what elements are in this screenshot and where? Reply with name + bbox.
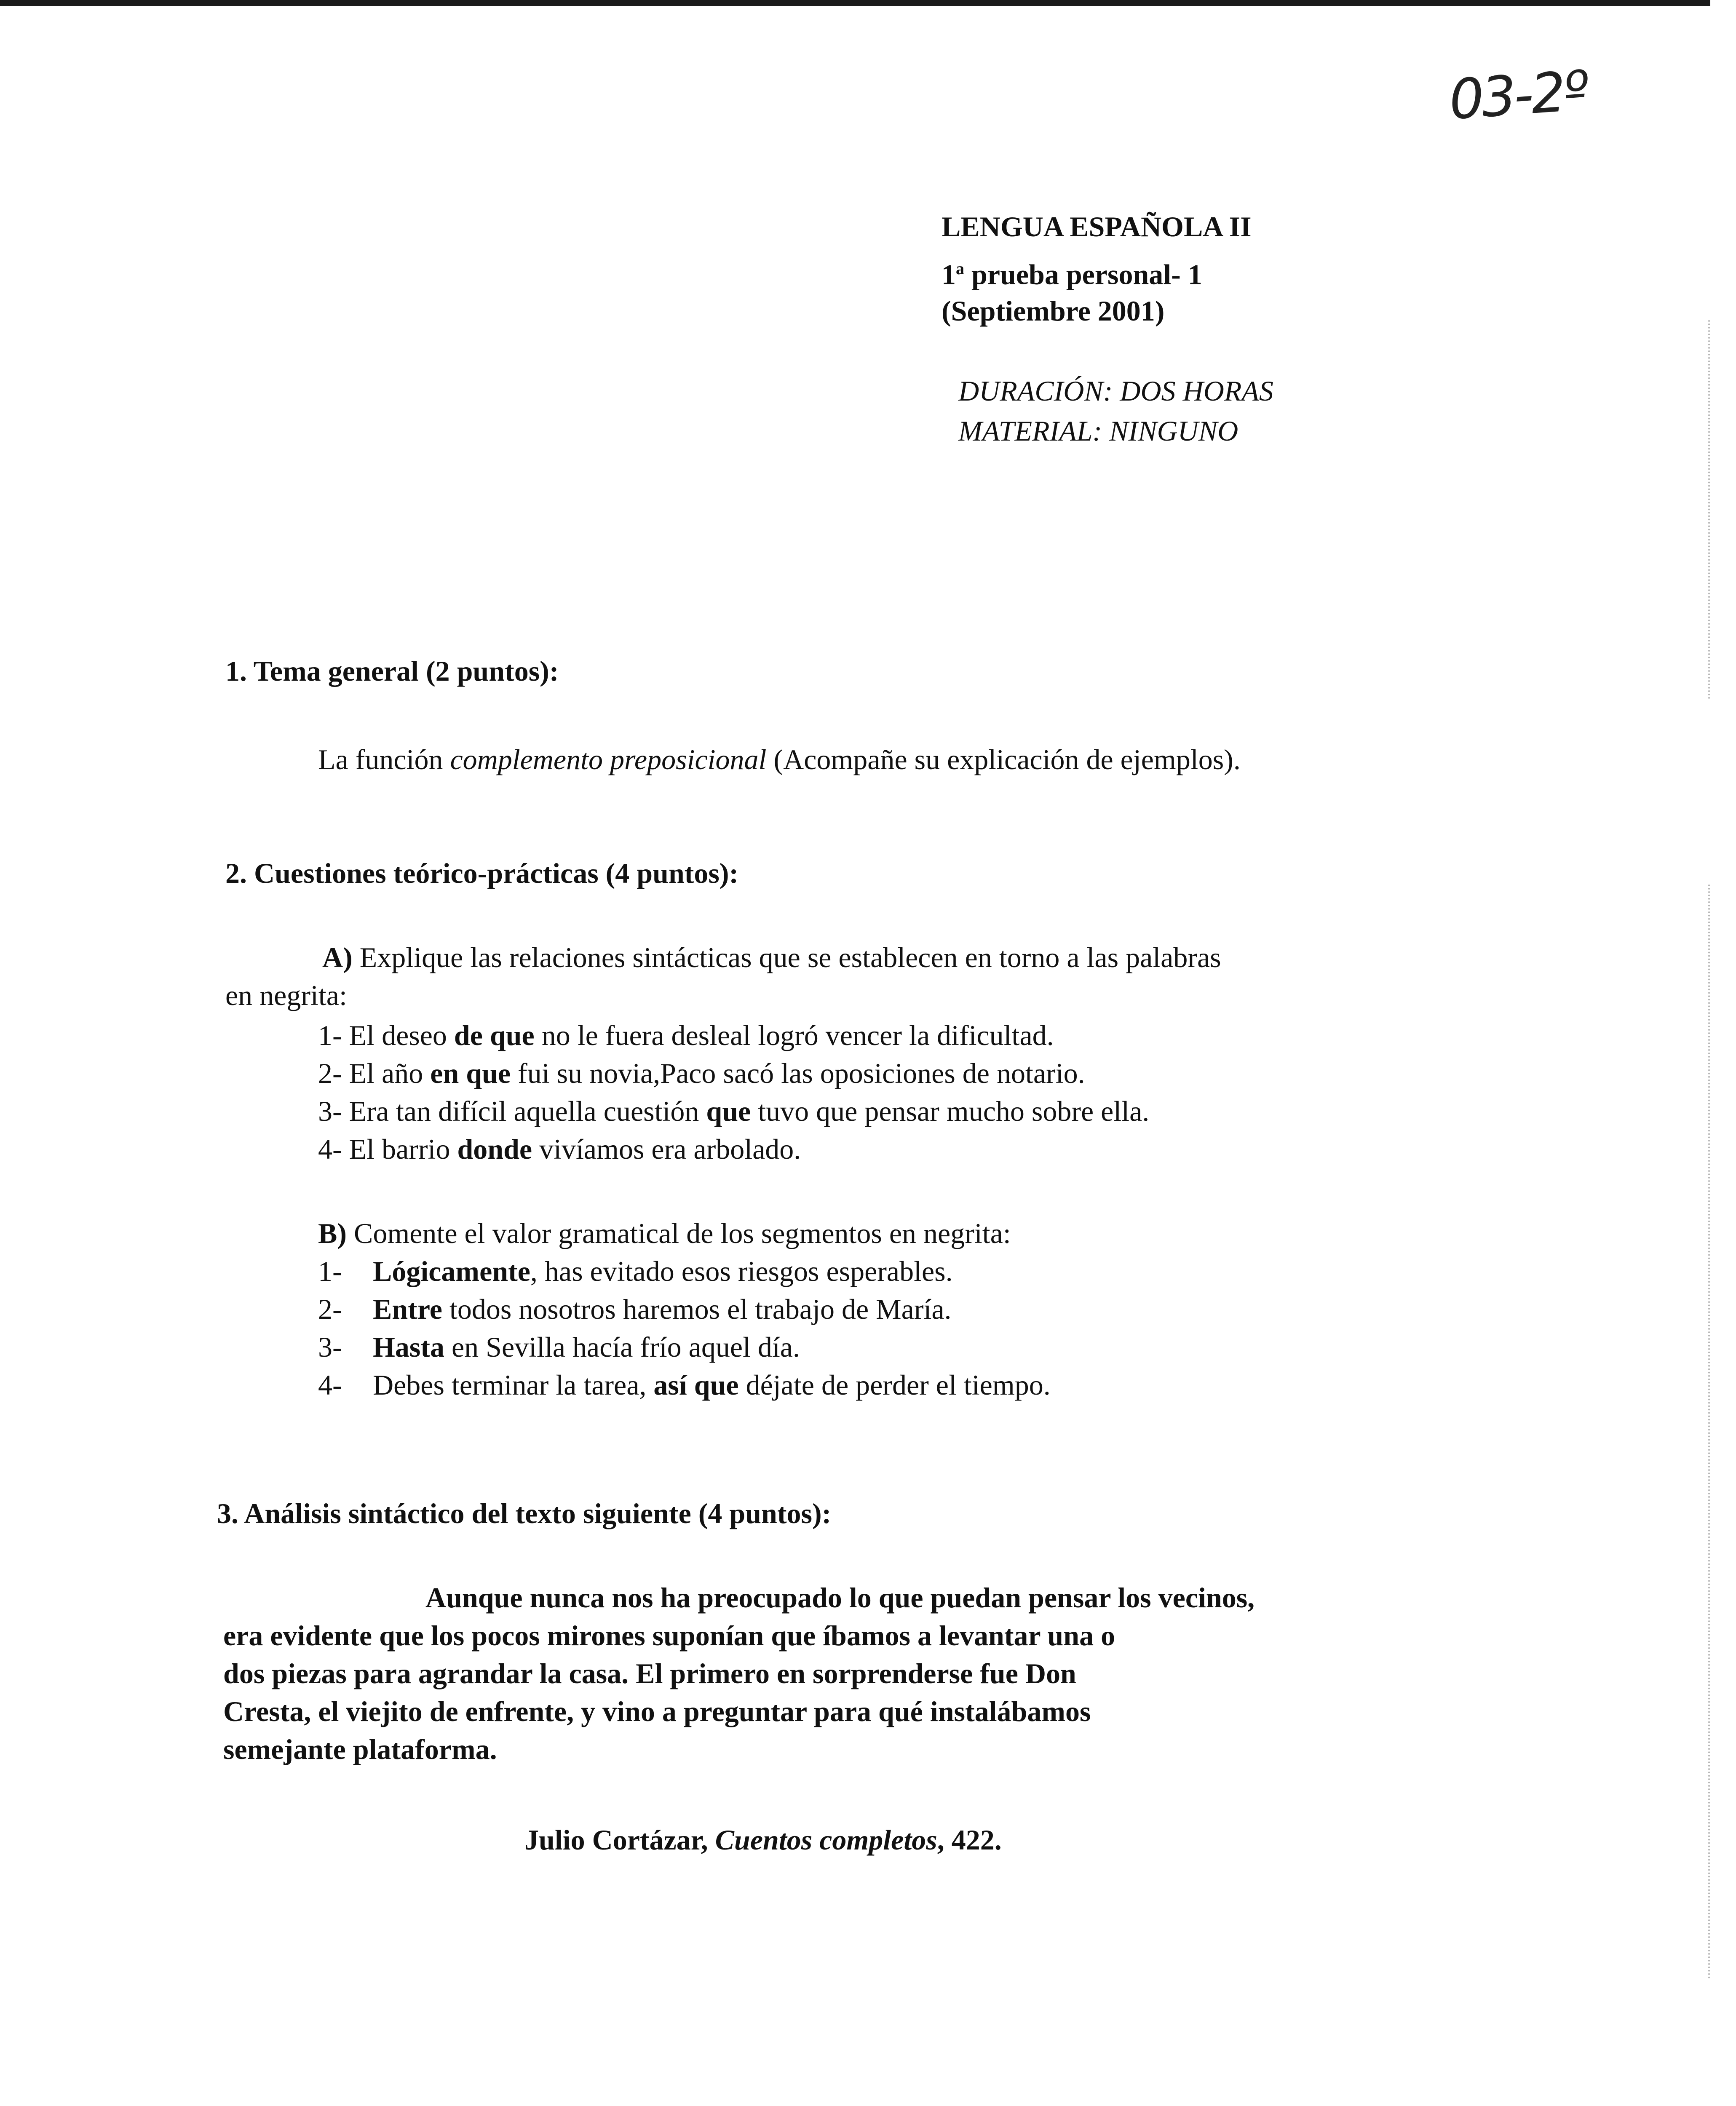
exam-number: 1 [942,258,956,291]
item-text: 1- El deseo [318,1019,454,1051]
analysis-text-line: era evidente que los pocos mirones suponían que íbamos a levantar una o [223,1620,1115,1652]
partB-item [318,1289,952,1329]
item-bold: que [706,1095,751,1127]
analysis-text-line: dos piezas para agrandar la casa. El primero en sorprenderse fue Don [223,1657,1076,1689]
analysis-text-line: semejante plataforma. [223,1733,497,1765]
section1-heading: 1. Tema general (2 puntos): [225,655,559,687]
item-content [373,1365,1051,1405]
partB-intro-text: Comente el valor gramatical de los segmentos en negrita: [347,1217,1011,1249]
section3-heading: 3. Análisis sintáctico del texto siguiente (4 puntos): [217,1497,832,1529]
item-bold: donde [457,1133,532,1165]
course-title: LENGUA ESPAÑOLA II [942,211,1252,243]
item-bold: así que [653,1369,739,1401]
partA-item [318,1091,1149,1131]
partA-item [318,1015,1054,1056]
item-text: fui su novia,Paco sacó las oposiciones de notario. [511,1057,1085,1089]
item-number: 2- [318,1293,342,1325]
exam-title [942,249,1202,295]
partB-item [318,1251,953,1291]
item-number: 3- [318,1331,342,1363]
scan-edge-artifact [1708,320,1712,699]
citation-author: Julio Cortázar, [524,1824,715,1856]
partA-item [318,1129,801,1169]
item-text: Debes terminar la tarea, [373,1369,654,1401]
item-text: 4- El barrio [318,1133,457,1165]
item-text: vivíamos era arbolado. [532,1133,801,1165]
partA-item [318,1053,1085,1093]
item-bold: de que [454,1019,535,1051]
exam-name: prueba personal- 1 [964,258,1202,291]
section1-body [318,739,1241,780]
partA-intro-line1 [322,937,1221,978]
citation-page: , 422. [937,1824,1002,1856]
item-bold: Lógicamente [373,1255,530,1287]
item-text: en Sevilla hacía frío aquel día. [444,1331,800,1363]
item-text: tuvo que pensar mucho sobre ella. [751,1095,1150,1127]
partB-item [318,1365,1051,1405]
exam-date: (Septiembre 2001) [942,295,1165,327]
top-scan-border [0,0,1710,6]
item-content [373,1327,800,1367]
item-bold: Entre [373,1293,442,1325]
item-content [373,1251,953,1291]
partA-intro-text: Explique las relaciones sintácticas que se establecen en torno a las palabras [352,941,1221,973]
item-bold: en que [430,1057,511,1089]
partA-label: A) [322,941,353,973]
item-number: 4- [318,1369,342,1401]
item-text: 2- El año [318,1057,431,1089]
item-bold: Hasta [373,1331,444,1363]
section1-body-prefix: La función [318,743,450,775]
analysis-text-line: Cresta, el viejito de enfrente, y vino a preguntar para qué instalábamos [223,1695,1091,1727]
exam-material: MATERIAL: NINGUNO [958,415,1238,447]
handwritten-annotation: 03-2º [1447,58,1589,132]
item-text: no le fuera desleal logró vencer la dificultad. [534,1019,1054,1051]
citation-title: Cuentos completos [715,1824,937,1856]
item-content [373,1289,952,1329]
partB-label: B) [318,1217,347,1249]
section2-heading: 2. Cuestiones teórico-prácticas (4 puntos): [225,857,739,889]
section1-body-suffix: (Acompañe su explicación de ejemplos). [766,743,1241,775]
item-text: todos nosotros haremos el trabajo de María. [442,1293,952,1325]
partA-intro-line2: en negrita: [225,979,347,1011]
item-number: 1- [318,1255,342,1287]
partB-intro [318,1213,1011,1253]
item-text: , has evitado esos riesgos esperables. [530,1255,953,1287]
exam-duration: DURACIÓN: DOS HORAS [958,375,1273,407]
scan-edge-artifact [1708,885,1712,1980]
partB-item [318,1327,800,1367]
exam-ordinal: a [956,259,964,278]
section1-body-italic: complemento preposicional [450,743,767,775]
citation [524,1820,1002,1860]
analysis-text-line: Aunque nunca nos ha preocupado lo que puedan pensar los vecinos, [425,1582,1255,1614]
item-text: 3- Era tan difícil aquella cuestión [318,1095,706,1127]
item-text: déjate de perder el tiempo. [738,1369,1051,1401]
